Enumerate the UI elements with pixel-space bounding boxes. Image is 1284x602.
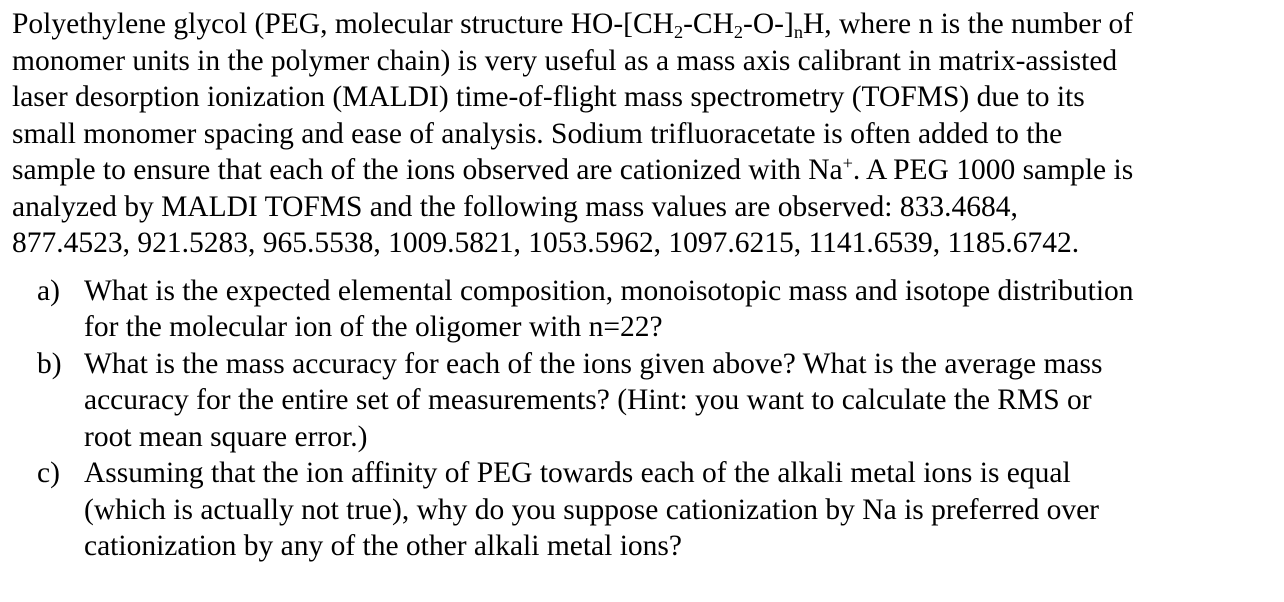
intro-line-7: 877.4523, 921.5283, 965.5538, 1009.5821, 1053.5962, 1097.6215, 1141.6539, 1185.6742. xyxy=(12,227,1080,259)
question-marker: c) xyxy=(37,457,60,489)
question-line: Assuming that the ion affinity of PEG towards each of the alkali metal ions is equal xyxy=(84,457,1071,489)
question-c xyxy=(12,455,1284,565)
question-b xyxy=(12,346,1284,456)
question-line: accuracy for the entire set of measurements? (Hint: you want to calculate the RMS or xyxy=(84,384,1092,416)
question-marker: b) xyxy=(37,347,62,380)
intro-line-5: sample to ensure that each of the ions observed are cationized with Na+. A PEG 1000 sample is xyxy=(12,152,1134,186)
intro-line-1: Polyethylene glycol (PEG, molecular structure $HO-[CH_2-CH_2-O-]_nH$, where n is the number of xyxy=(12,8,1134,43)
question-line: for the molecular ion of the oligomer with n=22? xyxy=(84,311,663,343)
question-line: (which is actually not true), why do you suppose cationization by Na is preferred over xyxy=(84,493,1099,526)
question-a xyxy=(12,273,1284,346)
question-line: What is the expected elemental composition, monoisotopic mass and isotope distribution xyxy=(84,274,1134,307)
intro-line-4: small monomer spacing and ease of analysis. Sodium trifluoracetate is often added to the xyxy=(12,117,1063,150)
question-line: What is the mass accuracy for each of the ions given above? What is the average mass xyxy=(84,347,1103,380)
question-marker: a) xyxy=(37,274,60,307)
intro-line-6: analyzed by MALDI TOFMS and the following mass values are observed: 833.4684, xyxy=(12,190,1018,223)
intro-line-3: laser desorption ionization (MALDI) time-of-flight mass spectrometry (TOFMS) due to its xyxy=(12,81,1085,113)
question-list xyxy=(12,273,1284,565)
question-line: cationization by any of the other alkali metal ions? xyxy=(84,530,682,562)
question-line: root mean square error.) xyxy=(84,420,368,453)
intro-paragraph xyxy=(12,6,1252,262)
intro-line-2: monomer units in the polymer chain) is very useful as a mass axis calibrant in matrix-assisted xyxy=(12,44,1118,77)
